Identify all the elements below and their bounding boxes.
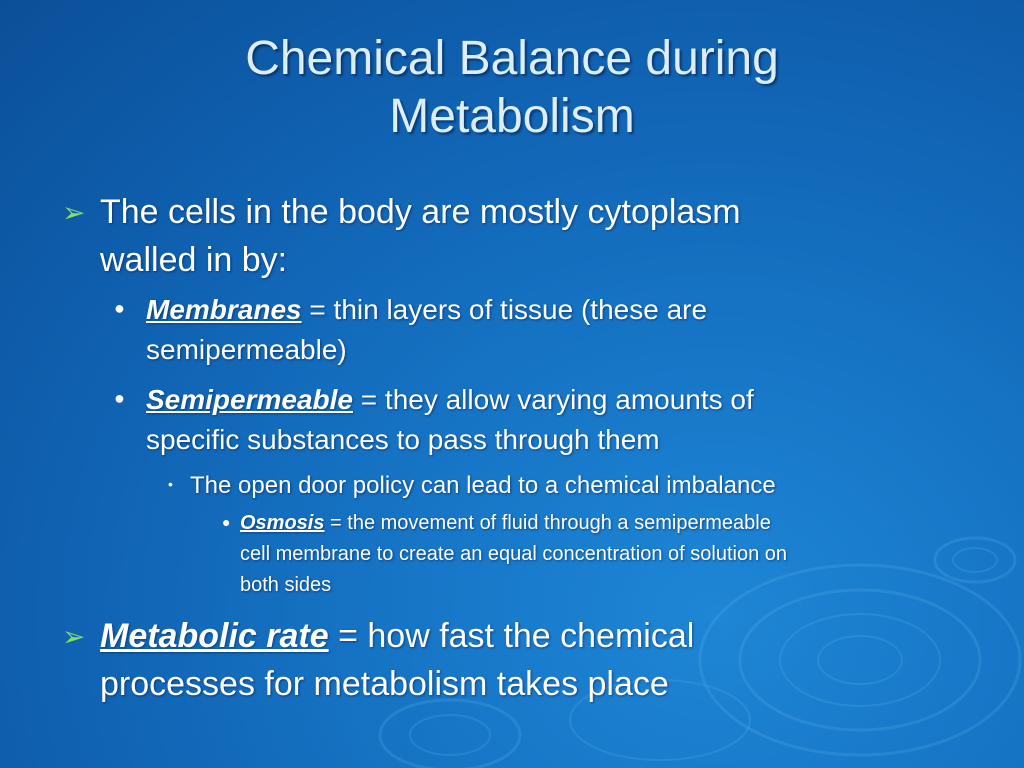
membranes-definition: = thin layers of tissue (these are: [301, 294, 708, 325]
bullet-semipermeable: [146, 380, 916, 460]
bullet-cells-cytoplasm: [100, 188, 900, 284]
arrow-bullet-icon: ➢: [62, 197, 86, 228]
dot-bullet-icon: ●: [114, 388, 125, 408]
small-dot-bullet-icon: •: [168, 476, 173, 492]
bullet-text-line-2: walled in by:: [100, 241, 288, 279]
semipermeable-definition-line-2: specific substances to pass through them: [146, 424, 660, 455]
slide-title: [60, 30, 964, 146]
bullet-text-line-1: The cells in the body are mostly cytoplasm: [100, 193, 741, 231]
metabolic-rate-definition-line-2: processes for metabolism takes place: [100, 665, 669, 703]
term-membranes: Membranes: [146, 294, 302, 325]
bullet-open-door-policy: The open door policy can lead to a chemical imbalance: [190, 472, 776, 499]
semipermeable-definition: = they allow varying amounts of: [353, 384, 754, 415]
term-metabolic-rate: Metabolic rate: [100, 617, 329, 655]
membranes-definition-line-2: semipermeable): [146, 334, 347, 365]
small-dot-bullet-icon: ●: [222, 514, 231, 530]
term-semipermeable: Semipermeable: [146, 384, 353, 415]
title-line-1: Chemical Balance during: [245, 32, 779, 85]
term-osmosis: Osmosis: [240, 512, 325, 534]
osmosis-definition-line-3: both sides: [240, 574, 332, 596]
dot-bullet-icon: ●: [114, 298, 125, 318]
osmosis-definition: = the movement of fluid through a semipermeable: [324, 512, 771, 534]
bullet-metabolic-rate: [100, 612, 900, 708]
bullet-osmosis: [240, 508, 960, 601]
osmosis-definition-line-2: cell membrane to create an equal concentration of solution on: [240, 543, 788, 565]
arrow-bullet-icon: ➢: [62, 621, 86, 652]
bullet-membranes: [146, 290, 916, 370]
metabolic-rate-definition: = how fast the chemical: [328, 617, 695, 655]
title-line-2: Metabolism: [389, 90, 635, 143]
